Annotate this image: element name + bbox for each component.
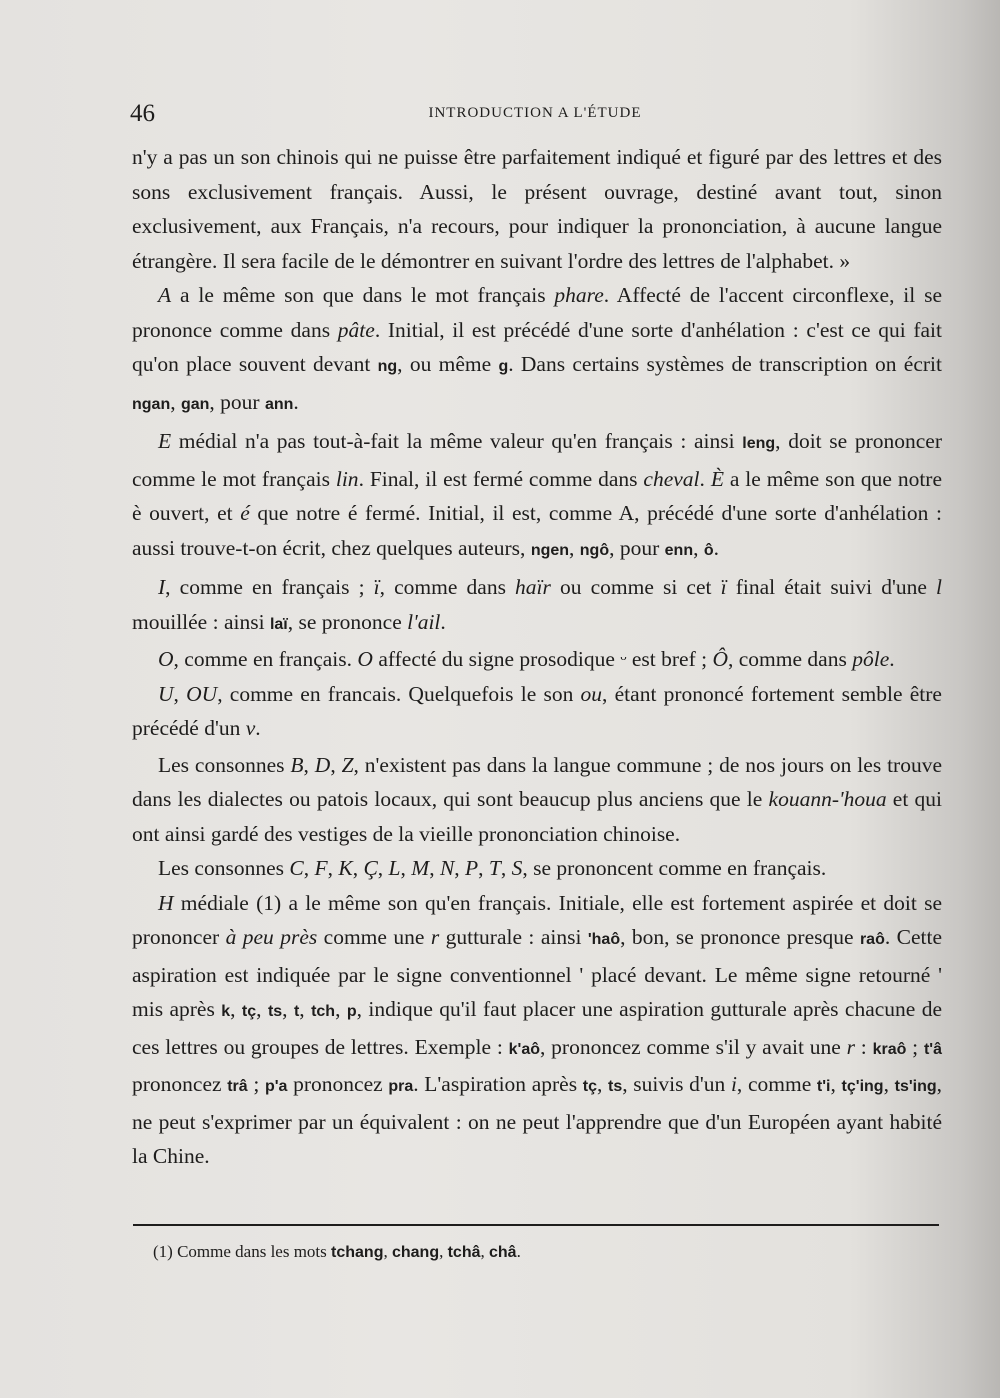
footnote-rule [133, 1224, 939, 1226]
body-text [132, 140, 942, 1174]
page-number: 46 [130, 100, 155, 127]
paragraph-e: E médial n'a pas tout-à-fait la même valeur qu'en français : ainsi leng, doit se prononcer comme le mot français lin. Final, il est fermé comme dans cheval. È a le même son que notre è ouvert, et é que notre é fermé. Initial, il est, comme A, précédé d'une sorte d'anhélation : aussi trouve-t-on écrit, chez quelques auteurs, ngen, ngô, pour enn, ô. [132, 429, 943, 560]
paragraph-intro: n'y a pas un son chinois qui ne puisse être parfaitement indiqué et figuré par des lettres et des sons exclusivement français. Aussi, le présent ouvrage, destiné avant tout, sinon exclusivement, aux Français, n'a recours, pour indiquer la prononciation, à aucune langue étrangère. Il sera facile de le démontrer en suivant l'ordre des lettres de l'alphabet. » [132, 145, 942, 273]
footnote: (1) Comme dans les mots tchang, chang, tchâ, châ. [153, 1242, 521, 1261]
paragraph-o: O, comme en français. O affecté du signe prosodique ᵕ est bref ; Ô, comme dans pôle. [158, 647, 895, 671]
running-title: INTRODUCTION A L'ÉTUDE [428, 105, 642, 121]
paragraph-h: H médiale (1) a le même son qu'en français. Initiale, elle est fortement aspirée et doit se prononcer à peu près comme une r gutturale : ainsi 'haô, bon, se prononce presque raô. Cette aspiration est indiquée par le signe conventionnel ' placé devant. Le même signe retourné ' mis après k, tç, ts, t, tch, p, indique qu'il faut placer une aspiration gutturale après chacune de ces lettres ou groupes de lettres. Exemple : k'aô, prononcez comme s'il y avait une r : kraô ; t'â prononcez trâ ; p'a prononcez pra. L'aspiration après tç, ts, suivis d'un i, comme t'i, tç'ing, ts'ing, ne peut s'exprimer par un équivalent : on ne peut l'apprendre que d'un Européen ayant habité la Chine. [132, 890, 943, 1168]
paragraph-i: I, comme en français ; ï, comme dans haïr ou comme si cet ï final était suivi d'une l mouillée : ainsi laï, se prononce l'ail. [132, 575, 942, 634]
running-head [130, 100, 940, 130]
paragraph-consonants: Les consonnes C, F, K, Ç, L, M, N, P, T, S, se prononcent comme en français. [158, 856, 827, 880]
paragraph-bdz: Les consonnes B, D, Z, n'existent pas dans la langue commune ; de nos jours on les trouve dans les dialectes ou patois locaux, qui sont beaucup plus anciens que le kouann-'houa et qui ont ainsi gardé des vestiges de la vieille prononciation chinoise. [132, 752, 942, 846]
paragraph-a: A a le même son que dans le mot français phare. Affecté de l'accent circonflexe, il se prononce comme dans pâte. Initial, il est précédé d'une sorte d'anhélation : c'est ce qui fait qu'on place souvent devant ng, ou même g. Dans certains systèmes de transcription on écrit ngan, gan, pour ann. [132, 283, 943, 414]
paragraph-u: U, OU, comme en francais. Quelquefois le son ou, étant prononcé fortement semble être précédé d'un v. [132, 681, 942, 740]
